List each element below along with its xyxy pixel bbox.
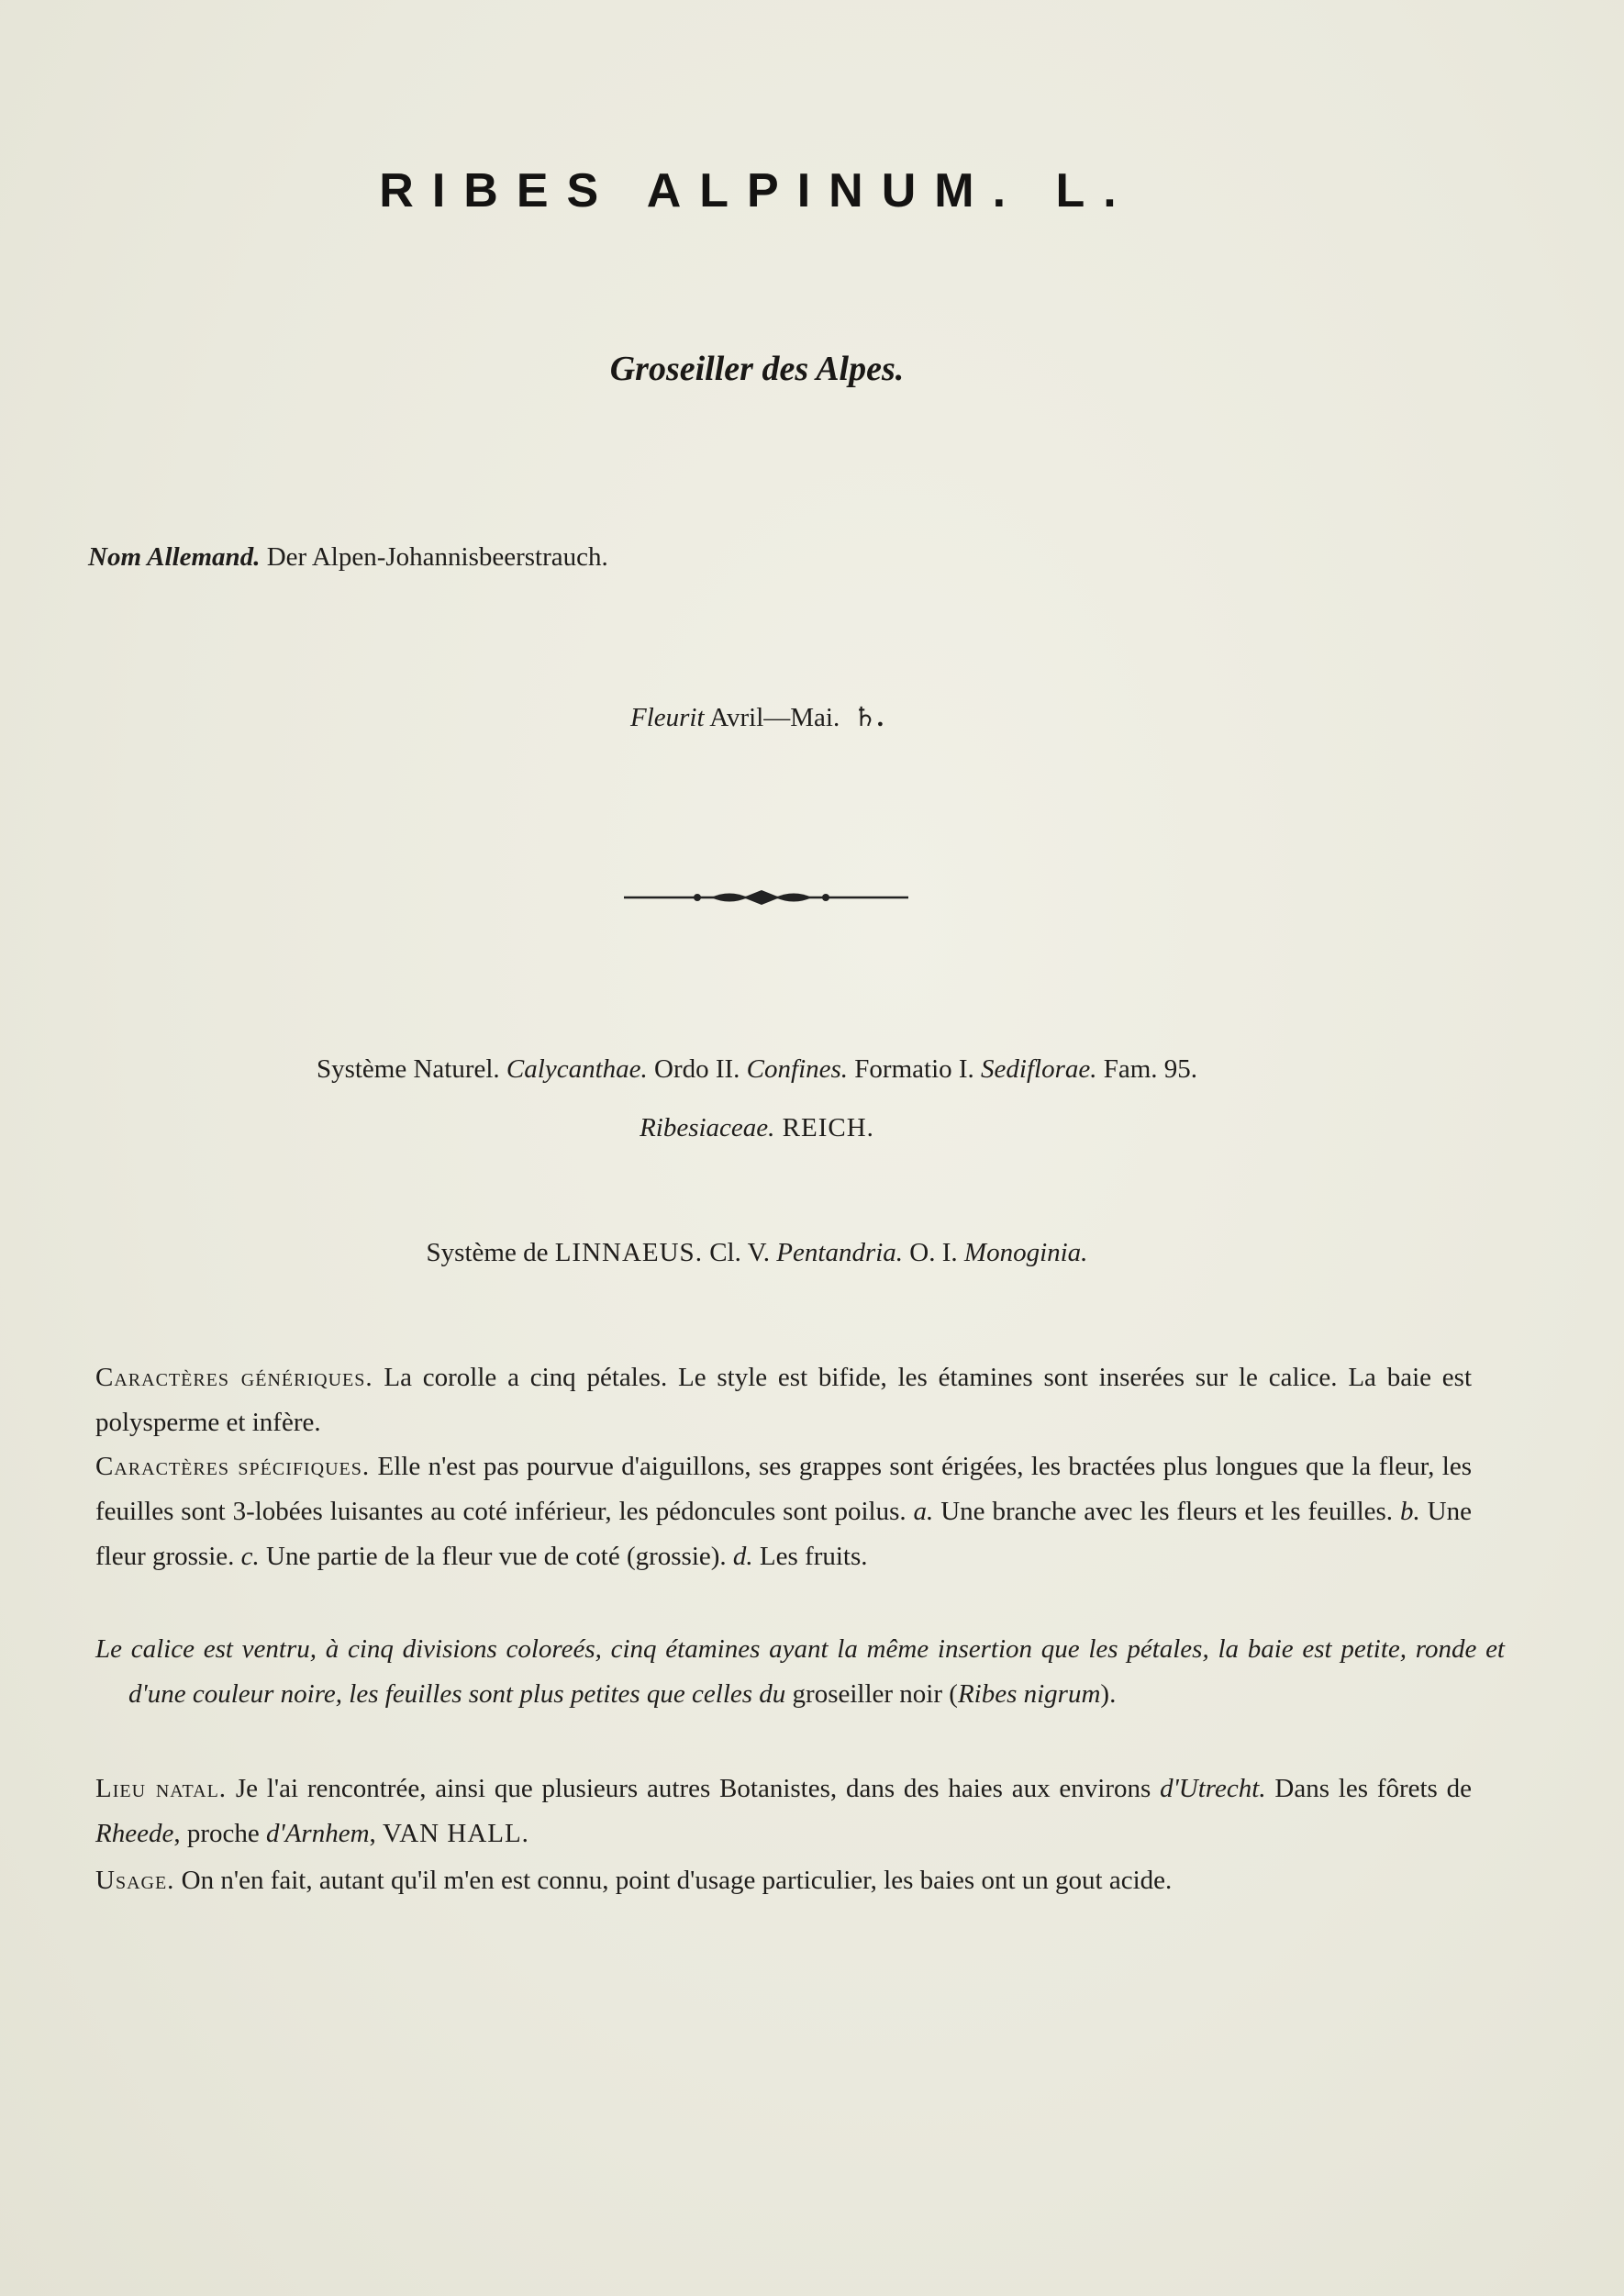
systeme-linnaeus-segment: O. I.: [903, 1238, 964, 1267]
caracteres-generiques-text: La corolle a cinq pétales. Le style est bifide, les étamines sont inserées sur le calice. La baie est polysperme et infère.: [95, 1363, 1473, 1437]
ornament-divider: [624, 886, 908, 908]
caracteres-generiques-paragraph: [95, 1355, 1472, 1445]
calice-segment: groseiller noir (: [785, 1679, 958, 1709]
caracteres-specifiques-segment: Une partie de la fleur vue de coté (grossie).: [259, 1542, 733, 1571]
systeme-linnaeus-segment: LINNAEUS.: [554, 1238, 703, 1267]
systeme-linnaeus-segment: Cl. V.: [702, 1238, 777, 1267]
caracteres-specifiques-segment: c.: [240, 1542, 260, 1571]
systeme-linnaeus-line: [0, 1237, 1514, 1268]
caracteres-generiques-head: Caractères génériques.: [95, 1363, 373, 1392]
systeme-naturel-segment: Formatio I.: [848, 1054, 982, 1084]
calice-segment: ).: [1100, 1679, 1117, 1709]
fleurit-line: [0, 702, 1514, 733]
systeme-naturel-line2: [0, 1112, 1514, 1143]
nom-allemand-line: [88, 541, 608, 573]
page-subtitle: Groseiller des Alpes.: [609, 350, 905, 388]
lieu-natal-segment: ,: [369, 1819, 384, 1848]
lieu-natal-text: [95, 1774, 1472, 1848]
systeme-naturel-segment: Sediflorae.: [981, 1054, 1097, 1084]
systeme-naturel-segment: Système Naturel.: [316, 1054, 506, 1084]
caracteres-specifiques-segment: Une branche avec les fleurs et les feuilles.: [933, 1497, 1400, 1526]
lieu-natal-segment: Rheede: [95, 1819, 174, 1848]
lieu-natal-segment: d'Arnhem: [266, 1819, 370, 1848]
fleurit-symbol: ♄.: [852, 703, 884, 732]
lieu-natal-segment: d'Utrecht.: [1160, 1774, 1266, 1803]
systeme-linnaeus-segment: Pentandria.: [776, 1238, 904, 1267]
caracteres-specifiques-segment: Une fleur grossie.: [95, 1497, 1472, 1571]
usage-paragraph: [95, 1858, 1472, 1903]
lieu-natal-segment: VAN HALL.: [383, 1819, 529, 1848]
systeme-linnaeus-segment: Système de: [426, 1238, 555, 1267]
caracteres-specifiques-segment: Elle n'est pas pourvue d'aiguillons, ses grappes sont érigées, les bractées plus longues que la fleur, les feuilles sont 3-lobées luisantes au coté inférieur, les pédoncules sont poilus.: [95, 1452, 1473, 1526]
lieu-natal-segment: , proche: [173, 1819, 266, 1848]
nom-allemand-value: Der Alpen-Johannisbeerstrauch.: [266, 542, 608, 572]
lieu-natal-segment: Je l'ai rencontrée, ainsi que plusieurs autres Botanistes, dans des haies aux environs: [235, 1774, 1161, 1803]
calice-paragraph: [95, 1627, 1505, 1717]
caracteres-specifiques-segment: Les fruits.: [752, 1542, 868, 1571]
page-title: RIBES ALPINUM. L.: [379, 164, 1135, 217]
nom-allemand-label: Nom Allemand.: [88, 542, 261, 572]
systeme-naturel-segment: Ribesiaceae.: [640, 1113, 775, 1142]
lieu-natal-head: Lieu natal.: [95, 1774, 228, 1803]
systeme-naturel-segment: Fam. 95.: [1096, 1054, 1198, 1084]
caracteres-specifiques-segment: b.: [1399, 1497, 1420, 1526]
systeme-naturel-segment: REICH.: [774, 1113, 874, 1142]
caracteres-specifiques-segment: a.: [913, 1497, 934, 1526]
caracteres-specifiques-paragraph: [95, 1444, 1472, 1579]
fleurit-value: Avril—Mai.: [709, 703, 840, 732]
fleurit-label: Fleurit: [630, 703, 705, 732]
usage-text: On n'en fait, autant qu'il m'en est connu, point d'usage particulier, les baies ont un gout acide.: [181, 1866, 1173, 1895]
systeme-naturel-segment: Confines.: [746, 1054, 849, 1084]
systeme-naturel-segment: Calycanthae.: [506, 1054, 648, 1084]
systeme-naturel-segment: Ordo II.: [647, 1054, 747, 1084]
lieu-natal-segment: Dans les fôrets de: [1265, 1774, 1473, 1803]
caracteres-specifiques-segment: d.: [732, 1542, 753, 1571]
calice-segment: Ribes nigrum: [957, 1679, 1101, 1709]
systeme-naturel-line1: [0, 1053, 1514, 1085]
systeme-linnaeus-segment: Monoginia.: [963, 1238, 1088, 1267]
usage-head: Usage.: [95, 1866, 175, 1895]
caracteres-specifiques-head: Caractères spécifiques.: [95, 1452, 371, 1481]
calice-segment: Le calice est ventru, à cinq divisions coloreés, cinq étamines ayant la même insertion que les pétales, la baie est petite, ronde et d'une couleur noire, les feuilles sont plus petites que celles du: [95, 1634, 1505, 1709]
lieu-natal-paragraph: [95, 1767, 1472, 1856]
